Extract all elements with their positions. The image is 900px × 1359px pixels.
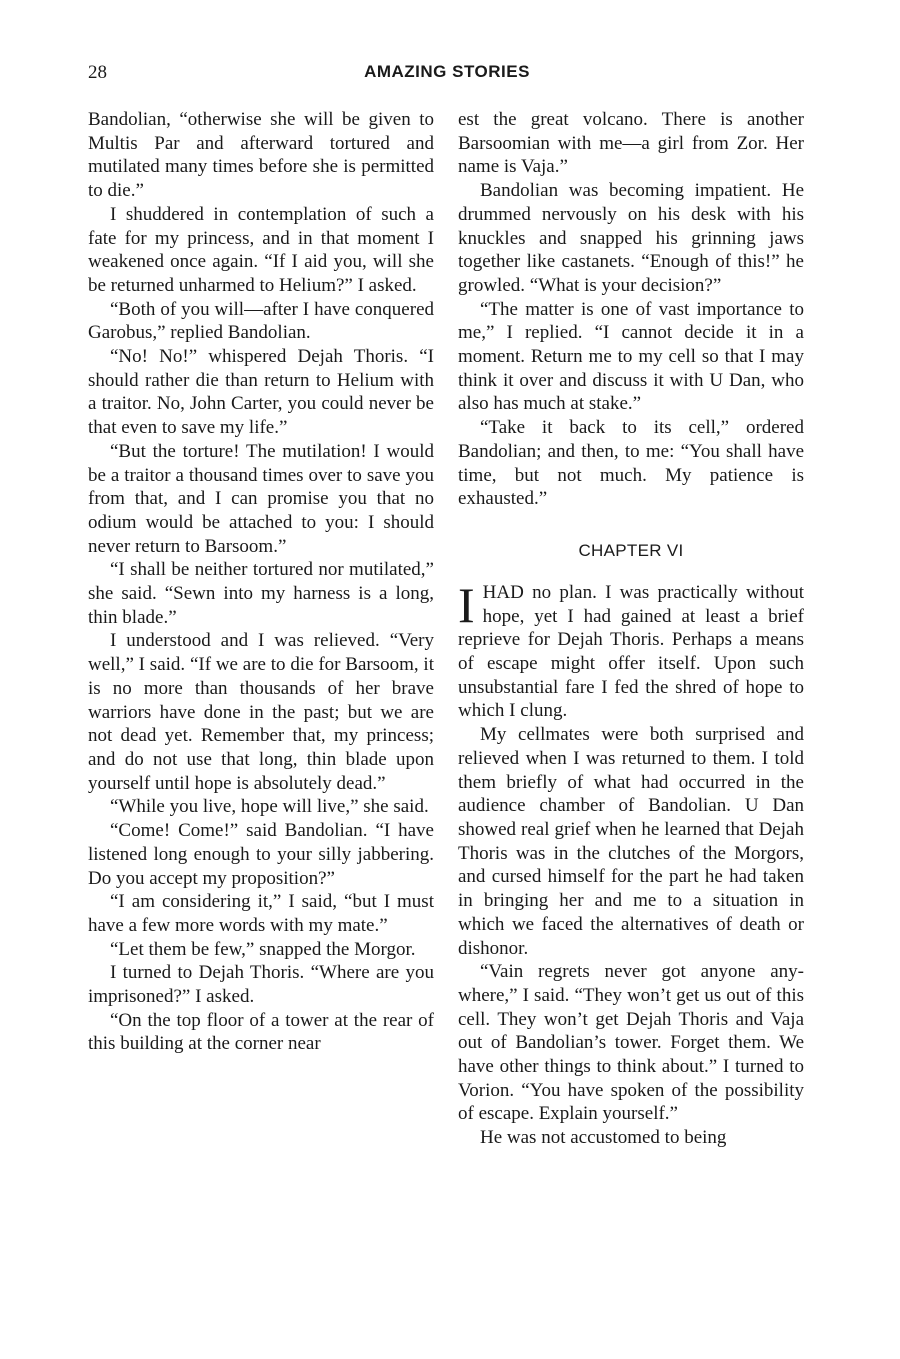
running-head: AMAZING STORIES xyxy=(364,62,530,81)
chapter-heading: CHAPTER VI xyxy=(578,540,684,560)
paragraph: I shuddered in contemplation of such a fate for my princess, and in that moment I weakened once again. “If I aid you, will she be returned unharmed to Helium?” I asked. xyxy=(88,203,434,296)
opening-text: HAD no plan. I was practically without hope, yet I had gained at least a brief reprieve for Dejah Thoris. Perhaps a means of escape might offer itself. Upon such unsubstantial fare I fed the shred of hope to which I clung. xyxy=(458,581,804,722)
paragraph: “But the torture! The mutilation! I would be a traitor a thousand times over to save you from that, and I can promise you that no odium would be attached to you: I should never return to Barsoom.” xyxy=(88,440,434,557)
left-column xyxy=(88,108,434,1056)
paragraph: “Take it back to its cell,” ordered Bandolian; and then, to me: “You shall have time, but not much. My patience is exhausted.” xyxy=(458,417,804,510)
paragraph: “On the top floor of a tower at the rear of this building at the corner near xyxy=(88,1009,434,1055)
drop-cap: I xyxy=(458,576,475,633)
paragraph: “I am considering it,” I said, “but I must have a few more words with my mate.” xyxy=(88,891,434,936)
paragraph: est the great volcano. There is another Barsoomian with me—a girl from Zor. Her name is Vaja.” xyxy=(458,109,804,178)
paragraph: “No! No!” whispered Dejah Thoris. “I should rather die than return to Helium with a traitor. No, John Carter, you could never be that even to save my life.” xyxy=(88,346,434,439)
chapter-opening-paragraph xyxy=(458,576,804,723)
paragraph: Bandolian, “otherwise she will be given to Multis Par and afterward tortured and mutilated many times before she is permitted to die.” xyxy=(88,109,434,202)
paragraph: “Let them be few,” snapped the Morgor. xyxy=(110,938,416,960)
paragraph: Bandolian was becoming impatient. He drummed nervously on his desk with his knuckles and snapped his grinning jaws together like castanets. “Enough of this!” he growled. “What is your decision?” xyxy=(458,180,804,296)
paragraph: “I shall be neither tortured nor mutilated,” she said. “Sewn into my harness is a long, thin blade.” xyxy=(88,559,434,628)
paragraph: I understood and I was relieved. “Very well,” I said. “If we are to die for Barsoom, it is no more than thousands of her brave warriors have done in the past; but we are not dead yet. Remember that, my princess; and do not use that long, thin blade upon yourself until hope is absolutely dead.” xyxy=(88,630,434,794)
paragraph: He was not accustomed to being xyxy=(480,1127,727,1149)
paragraph: “Come! Come!” said Bandolian. “I have listened long enough to your silly jabbering. Do you accept my proposition?” xyxy=(88,820,434,889)
paragraph: “While you live, hope will live,” she said. xyxy=(110,796,429,818)
right-column xyxy=(458,108,804,1150)
paragraph: My cellmates were both surprised and relieved when I was returned to them. I told them briefly of what had occurred in the audience chamber of Bandolian. U Dan showed real grief when he learned that Dejah Thoris was in the clutches of the Morgors, and cursed himself for the part he had taken in bringing her and me to a situation in which we faced the alternatives of death or dishonor. xyxy=(458,724,804,959)
paragraph: “Both of you will—after I have conquered Garobus,” replied Bandolian. xyxy=(88,298,434,344)
paragraph: I turned to Dejah Thoris. “Where are you imprisoned?” I asked. xyxy=(88,962,434,1008)
page-header xyxy=(88,62,806,88)
page-number: 28 xyxy=(88,62,107,83)
paragraph: “Vain regrets never got anyone anywhere,” I said. “They won’t get us out of this cell. They won’t get Dejah Thoris and Vaja out of Bandolian’s tower. Forget them. We have other things to think about.” I turned to Vorion. “You have spoken of the possibility of escape. Explain yourself.” xyxy=(458,961,804,1125)
paragraph: “The matter is one of vast importance to me,” I replied. “I cannot decide it in a moment. Return me to my cell so that I may think it over and discuss it with U Dan, who also has much at stake.” xyxy=(458,298,804,415)
